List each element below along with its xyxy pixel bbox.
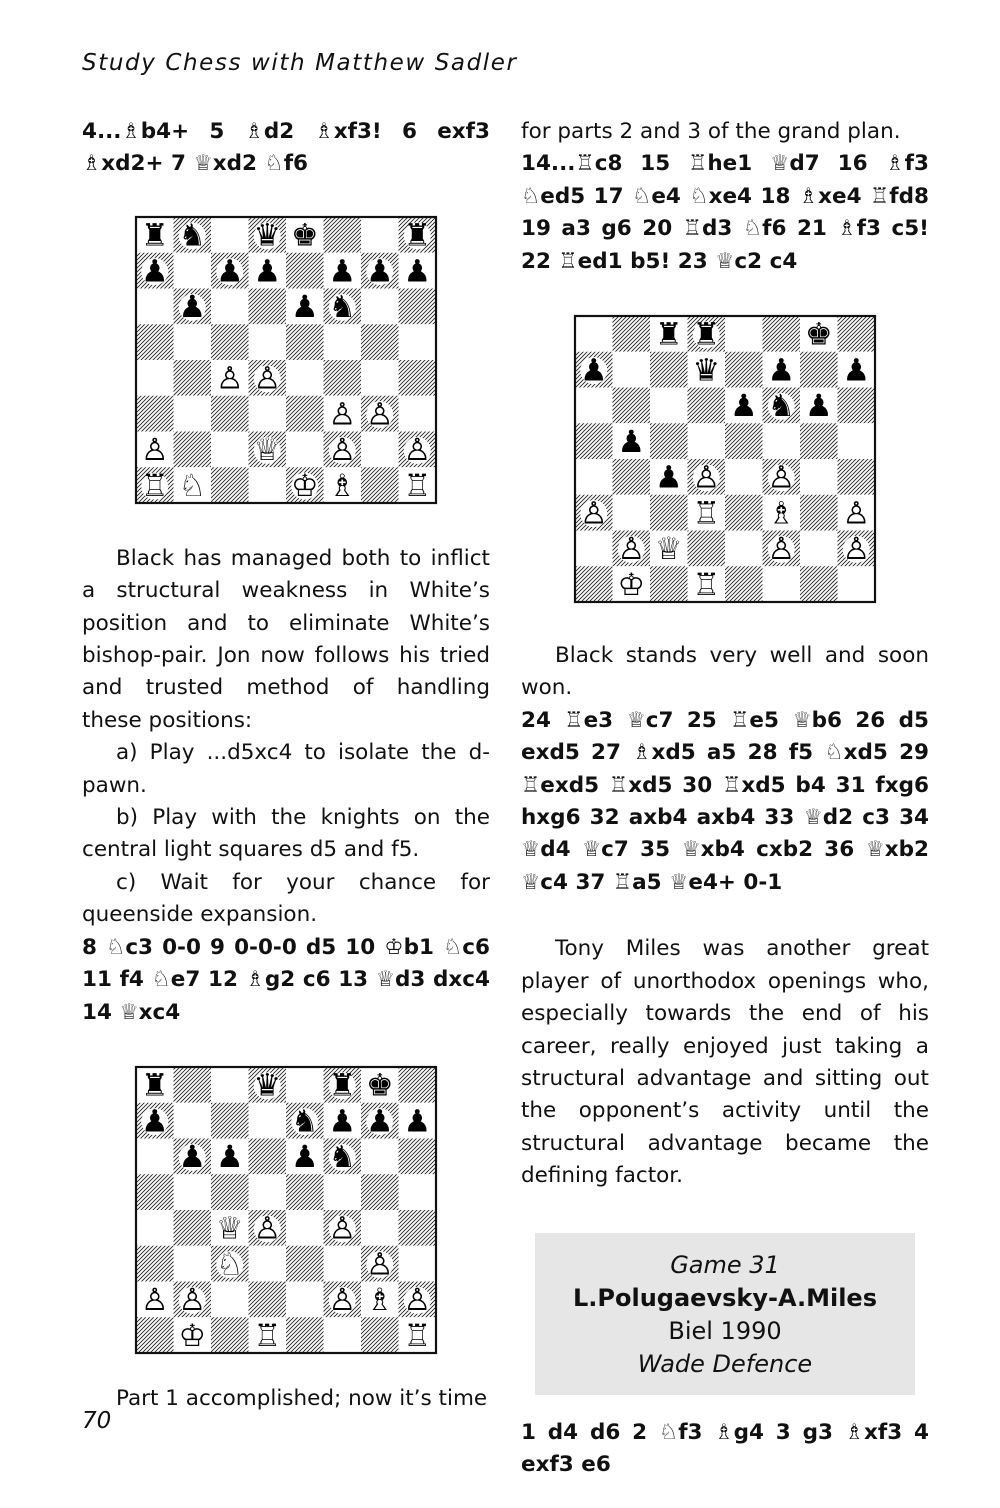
dark-square	[650, 566, 688, 602]
black-pawn-icon: ♟	[290, 288, 319, 325]
black-rook-icon: ♜	[328, 1067, 357, 1104]
dark-square	[763, 316, 801, 352]
dark-square	[399, 360, 437, 396]
white-pawn-icon: ♙	[842, 495, 871, 532]
black-knight-icon: ♞	[290, 1103, 319, 1140]
dark-square	[174, 431, 212, 467]
dark-square	[211, 396, 249, 432]
white-bishop-icon: ♗	[328, 467, 357, 504]
right-column	[521, 116, 929, 1481]
light-square	[211, 1067, 249, 1103]
dark-square	[399, 1210, 437, 1246]
dark-square	[361, 324, 399, 360]
light-square	[174, 1246, 212, 1282]
light-square	[174, 253, 212, 289]
paragraph-1: Black has managed both to inflict a structural weakness in White’s position and to eliminate White’s bishop-pair. Jon now follows his tried and trusted method of handling these positions:	[82, 545, 490, 733]
white-king-icon: ♔	[290, 467, 319, 504]
light-square	[650, 388, 688, 424]
light-square	[249, 1174, 287, 1210]
light-square	[136, 288, 174, 324]
light-square	[361, 431, 399, 467]
black-knight-icon: ♞	[328, 288, 357, 325]
dark-square	[211, 1317, 249, 1353]
black-knight-icon: ♞	[178, 217, 207, 254]
light-square	[575, 459, 613, 495]
light-square	[249, 1246, 287, 1282]
paragraph-3: Black stands very well and soon won.	[521, 643, 929, 701]
light-square	[399, 1246, 437, 1282]
game-header-box	[535, 1233, 915, 1395]
page-number: 70	[82, 1408, 112, 1434]
white-pawn-icon: ♙	[842, 531, 871, 568]
dark-square	[286, 253, 324, 289]
light-square	[211, 1281, 249, 1317]
light-square	[763, 566, 801, 602]
white-rook-icon: ♖	[403, 1317, 432, 1354]
moves-4: 24 ♖e3 ♕c7 25 ♖e5 ♕b6 26 d5 exd5 27 ♗xd5 a5 28 f5 ♘xd5 29 ♖exd5 ♖xd5 30 ♖xd5 b4 31 fxg6 hxg6 32 axb4 axb4 33 ♕d2 c3 34 ♕d4 ♕c7 35 ♕xb4 cxb2 36 ♕xb2 ♕c4 37 ♖a5 ♕e4+ 0-1	[521, 707, 929, 895]
paragraph-2: Part 1 accomplished; now it’s time	[116, 1385, 488, 1411]
light-square	[361, 217, 399, 253]
light-square	[838, 566, 876, 602]
black-knight-icon: ♞	[328, 1139, 357, 1176]
white-rook-icon: ♖	[692, 566, 721, 603]
dark-square	[800, 566, 838, 602]
black-pawn-icon: ♟	[403, 253, 432, 290]
light-square	[324, 324, 362, 360]
black-pawn-icon: ♟	[178, 288, 207, 325]
light-square	[399, 396, 437, 432]
light-square	[174, 1174, 212, 1210]
dark-square	[399, 288, 437, 324]
light-square	[725, 531, 763, 567]
white-king-icon: ♔	[178, 1317, 207, 1354]
light-square	[211, 431, 249, 467]
light-square	[211, 217, 249, 253]
light-square	[286, 360, 324, 396]
dark-square	[613, 459, 651, 495]
dark-square	[286, 1174, 324, 1210]
black-rook-icon: ♜	[654, 316, 683, 353]
light-square	[286, 1067, 324, 1103]
dark-square	[361, 467, 399, 503]
light-square	[286, 1281, 324, 1317]
dark-square	[211, 324, 249, 360]
light-square	[800, 459, 838, 495]
black-pawn-icon: ♟	[215, 1139, 244, 1176]
dark-square	[286, 324, 324, 360]
dark-square	[174, 1210, 212, 1246]
white-pawn-icon: ♙	[403, 431, 432, 468]
white-pawn-icon: ♙	[215, 360, 244, 397]
white-bishop-icon: ♗	[767, 495, 796, 532]
light-square	[249, 1103, 287, 1139]
chess-diagram-1	[134, 215, 438, 505]
light-square	[613, 352, 651, 388]
dark-square	[249, 1281, 287, 1317]
black-rook-icon: ♜	[403, 217, 432, 254]
paragraph-continued: for parts 2 and 3 of the grand plan.	[521, 119, 901, 144]
white-pawn-icon: ♙	[328, 431, 357, 468]
dark-square	[324, 217, 362, 253]
dark-square	[575, 566, 613, 602]
dark-square	[838, 388, 876, 424]
white-pawn-icon: ♙	[365, 396, 394, 433]
black-pawn-icon: ♟	[403, 1103, 432, 1140]
light-square	[399, 1174, 437, 1210]
moves-3: 14...♖c8 15 ♖he1 ♕d7 16 ♗f3 ♘ed5 17 ♘e4 ♘xe4 18 ♗xe4 ♖fd8 19 a3 g6 20 ♖d3 ♘f6 21 ♗f3 c5! 22 ♖ed1 b5! 23 ♕c2 c4	[521, 151, 929, 274]
light-square	[838, 423, 876, 459]
dark-square	[136, 1246, 174, 1282]
black-knight-icon: ♞	[767, 388, 796, 425]
black-pawn-icon: ♟	[842, 352, 871, 389]
light-square	[800, 531, 838, 567]
dark-square	[800, 352, 838, 388]
dark-square	[399, 1067, 437, 1103]
white-queen-icon: ♕	[654, 531, 683, 568]
dark-square	[286, 1246, 324, 1282]
light-square	[725, 316, 763, 352]
light-square	[361, 1138, 399, 1174]
white-rook-icon: ♖	[692, 495, 721, 532]
white-pawn-icon: ♙	[365, 1246, 394, 1283]
list-item-a: a) Play ...d5xc4 to isolate the d-pawn.	[82, 740, 490, 798]
light-square	[688, 423, 726, 459]
light-square	[361, 1210, 399, 1246]
light-square	[725, 459, 763, 495]
dark-square	[211, 1174, 249, 1210]
list-item-b: b) Play with the knights on the central light squares d5 and f5.	[82, 805, 490, 863]
black-queen-icon: ♛	[253, 217, 282, 254]
black-rook-icon: ♜	[692, 316, 721, 353]
white-king-icon: ♔	[617, 566, 646, 603]
light-square	[174, 396, 212, 432]
white-pawn-icon: ♙	[140, 431, 169, 468]
dark-square	[725, 423, 763, 459]
left-column	[82, 116, 490, 1415]
black-pawn-icon: ♟	[729, 388, 758, 425]
black-rook-icon: ♜	[140, 217, 169, 254]
white-pawn-icon: ♙	[253, 360, 282, 397]
dark-square	[575, 423, 613, 459]
dark-square	[688, 531, 726, 567]
black-king-icon: ♚	[290, 217, 319, 254]
white-pawn-icon: ♙	[767, 459, 796, 496]
light-square	[286, 1210, 324, 1246]
dark-square	[361, 1174, 399, 1210]
light-square	[399, 324, 437, 360]
light-square	[286, 431, 324, 467]
white-pawn-icon: ♙	[140, 1282, 169, 1319]
light-square	[361, 288, 399, 324]
game-event: Biel 1990	[668, 1316, 782, 1345]
dark-square	[249, 1138, 287, 1174]
dark-square	[650, 495, 688, 531]
white-knight-icon: ♘	[215, 1246, 244, 1283]
white-rook-icon: ♖	[253, 1317, 282, 1354]
light-square	[575, 388, 613, 424]
light-square	[324, 1174, 362, 1210]
dark-square	[286, 396, 324, 432]
black-pawn-icon: ♟	[178, 1139, 207, 1176]
black-pawn-icon: ♟	[140, 1103, 169, 1140]
moves-1: 4...♗b4+ 5 ♗d2 ♗xf3! 6 exf3 ♗xd2+ 7 ♕xd2 ♘f6	[82, 119, 490, 177]
black-pawn-icon: ♟	[328, 253, 357, 290]
white-pawn-icon: ♙	[328, 1210, 357, 1247]
light-square	[136, 1210, 174, 1246]
dark-square	[174, 360, 212, 396]
light-square	[136, 1138, 174, 1174]
black-pawn-icon: ♟	[804, 388, 833, 425]
dark-square	[800, 495, 838, 531]
white-bishop-icon: ♗	[365, 1282, 394, 1319]
dark-square	[324, 360, 362, 396]
white-pawn-icon: ♙	[617, 531, 646, 568]
black-pawn-icon: ♟	[579, 352, 608, 389]
white-pawn-icon: ♙	[178, 1282, 207, 1319]
black-queen-icon: ♛	[253, 1067, 282, 1104]
black-pawn-icon: ♟	[290, 1139, 319, 1176]
paragraph-4: Tony Miles was another great player of unorthodox openings who, especially towards the end of his career, really enjoyed just taking a structural advantage and sitting out the opponent’s activity until the structural advantage became the defining factor.	[521, 936, 929, 1189]
moves-5: 1 d4 d6 2 ♘f3 ♗g4 3 g3 ♗xf3 4 exf3 e6	[521, 1419, 929, 1477]
dark-square	[725, 352, 763, 388]
white-pawn-icon: ♙	[403, 1282, 432, 1319]
black-king-icon: ♚	[804, 316, 833, 353]
black-pawn-icon: ♟	[617, 423, 646, 460]
light-square	[324, 1246, 362, 1282]
light-square	[174, 1103, 212, 1139]
white-pawn-icon: ♙	[579, 495, 608, 532]
black-king-icon: ♚	[365, 1067, 394, 1104]
white-pawn-icon: ♙	[253, 1210, 282, 1247]
white-pawn-icon: ♙	[328, 1282, 357, 1319]
light-square	[613, 495, 651, 531]
dark-square	[136, 1174, 174, 1210]
light-square	[324, 1317, 362, 1353]
dark-square	[800, 423, 838, 459]
black-pawn-icon: ♟	[253, 253, 282, 290]
black-rook-icon: ♜	[140, 1067, 169, 1104]
black-pawn-icon: ♟	[328, 1103, 357, 1140]
dark-square	[613, 388, 651, 424]
running-head: Study Chess with Matthew Sadler	[82, 50, 518, 76]
dark-square	[838, 459, 876, 495]
white-pawn-icon: ♙	[692, 459, 721, 496]
dark-square	[650, 423, 688, 459]
light-square	[575, 531, 613, 567]
moves-2: 8 ♘c3 0-0 9 0-0-0 d5 10 ♔b1 ♘c6 11 f4 ♘e7 12 ♗g2 c6 13 ♕d3 dxc4 14 ♕xc4	[82, 934, 490, 1025]
light-square	[763, 423, 801, 459]
black-pawn-icon: ♟	[365, 1103, 394, 1140]
dark-square	[174, 1067, 212, 1103]
light-square	[249, 324, 287, 360]
dark-square	[211, 1103, 249, 1139]
black-pawn-icon: ♟	[654, 459, 683, 496]
dark-square	[361, 1317, 399, 1353]
dark-square	[725, 495, 763, 531]
white-rook-icon: ♖	[140, 467, 169, 504]
dark-square	[688, 388, 726, 424]
dark-square	[211, 467, 249, 503]
white-pawn-icon: ♙	[328, 396, 357, 433]
light-square	[575, 316, 613, 352]
light-square	[249, 396, 287, 432]
black-pawn-icon: ♟	[140, 253, 169, 290]
game-players: L.Polugaevsky-A.Miles	[573, 1283, 877, 1312]
dark-square	[650, 352, 688, 388]
white-rook-icon: ♖	[403, 467, 432, 504]
black-pawn-icon: ♟	[215, 253, 244, 290]
dark-square	[249, 288, 287, 324]
dark-square	[136, 396, 174, 432]
chess-diagram-3	[573, 314, 877, 604]
white-pawn-icon: ♙	[767, 531, 796, 568]
white-queen-icon: ♕	[253, 431, 282, 468]
dark-square	[725, 566, 763, 602]
dark-square	[399, 1138, 437, 1174]
white-knight-icon: ♘	[178, 467, 207, 504]
black-pawn-icon: ♟	[767, 352, 796, 389]
white-queen-icon: ♕	[215, 1210, 244, 1247]
dark-square	[286, 1317, 324, 1353]
dark-square	[838, 316, 876, 352]
light-square	[361, 360, 399, 396]
light-square	[136, 360, 174, 396]
light-square	[174, 324, 212, 360]
black-queen-icon: ♛	[692, 352, 721, 389]
dark-square	[136, 324, 174, 360]
black-pawn-icon: ♟	[365, 253, 394, 290]
light-square	[211, 288, 249, 324]
chess-diagram-2	[134, 1065, 438, 1355]
game-number: Game 31	[670, 1250, 780, 1279]
list-item-c: c) Wait for your chance for queenside expansion.	[82, 869, 490, 928]
game-opening: Wade Defence	[637, 1349, 813, 1378]
light-square	[249, 467, 287, 503]
dark-square	[136, 1317, 174, 1353]
dark-square	[613, 316, 651, 352]
